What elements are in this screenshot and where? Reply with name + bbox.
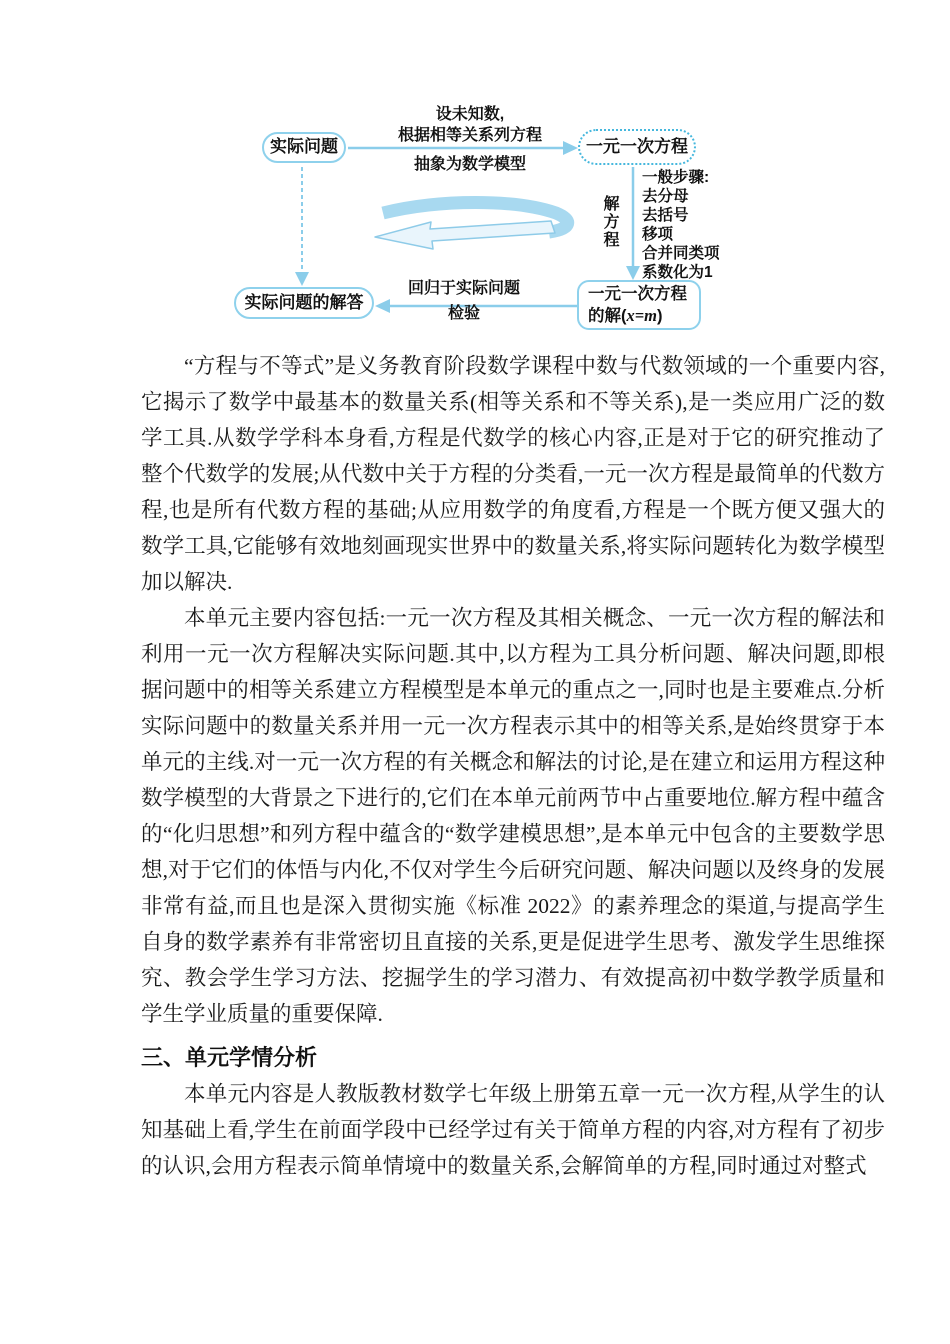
label-set-unknown: 设未知数, [435, 106, 505, 123]
solution-suffix: ) [657, 307, 663, 325]
document-body [141, 348, 885, 1184]
node-equation-solution-line1: 一元一次方程 [588, 285, 687, 303]
step-item: 系数化为1 [642, 264, 713, 281]
label-abstract-model: 抽象为数学模型 [413, 156, 526, 173]
node-problem-answer: 实际问题的解答 [234, 287, 374, 319]
section-heading-learning-analysis: 三、单元学情分析 [141, 1045, 318, 1070]
node-equation-solution [577, 280, 701, 330]
paragraph-unit-content: 本单元主要内容包括:一元一次方程及其相关概念、一元一次方程的解法和利用一元一次方程解决实际问题.其中,以方程为工具分析问题、解决问题,即根据问题中的相等关系建立方程模型是本单元的重点之一,同时也是主要难点.分析实际问题中的数量关系并用一元一次方程表示其中的相等关系,是始终贯穿于本单元的主线.对一元一次方程的有关概念和解法的讨论,是在建立和运用方程这种数学模型的大背景之下进行的,它们在本单元前两节中占重要地位.解方程中蕴含的“化归思想”和列方程中蕴含的“数学建模思想”,是本单元中包含的主要数学思想,对于它们的体悟与内化,不仅对学生今后研究问题、解决问题以及终身的发展非常有益,而且也是深入贯彻实施《标准 2022》的素养理念的渠道,与提高学生自身的数学素养有非常密切且直接的关系,更是促进学生思考、激发学生思维探究、教会学生学习方法、挖掘学生的学习潜力、有效提高初中数学教学质量和学生学业质量的重要保障. [141, 606, 885, 1026]
paragraph-student-basis: 本单元内容是人教版教材数学七年级上册第五章一元一次方程,从学生的认知基础上看,学生在前面学段中已经学过有关于简单方程的内容,对方程有了初步的认识,会用方程表示简单情境中的数量关系,会解简单的方程,同时通过对整式 [141, 1082, 885, 1178]
solution-prefix: 的解( [588, 307, 627, 325]
step-item: 合并同类项 [642, 245, 720, 262]
dashed-line-arrow-head [295, 272, 309, 286]
node-linear-equation: 一元一次方程 [578, 129, 696, 165]
paragraph-equations-importance: “方程与不等式”是义务教育阶段数学课程中数与代数领域的一个重要内容,它揭示了数学中最基本的数量关系(相等关系和不等关系),是一类应用广泛的数学工具.从数学学科本身看,方程是代数学的核心内容,正是对于它的研究推动了整个代数学的发展;从代数中关于方程的分类看,一元一次方程是最简单的代数方程,也是所有代数方程的基础;从应用数学的角度看,方程是一个既方便又强大的数学工具,它能够有效地刻画现实世界中的数量关系,将实际问题转化为数学模型加以解决. [141, 354, 885, 594]
step-item: 移项 [642, 226, 674, 243]
node-equation-solution-line2 [588, 305, 663, 327]
step-item: 去分母 [642, 188, 689, 205]
solution-math: x=m [626, 306, 657, 325]
label-list-equation: 根据相等关系列方程 [397, 127, 542, 144]
arrow-solution-to-answer-head [375, 299, 390, 313]
label-solve-equation-vertical: 解方程 [603, 196, 620, 249]
label-return-to-problem: 回归于实际问题 [407, 280, 520, 297]
steps-title: 一般步骤: [642, 169, 710, 186]
steps-list [642, 168, 720, 282]
arrow-solve-head [626, 266, 640, 280]
step-item: 去括号 [642, 207, 689, 224]
flowchart [0, 0, 950, 345]
node-practical-problem: 实际问题 [262, 132, 346, 163]
label-check: 检验 [447, 305, 480, 322]
swoosh-arrow-return [375, 221, 555, 249]
